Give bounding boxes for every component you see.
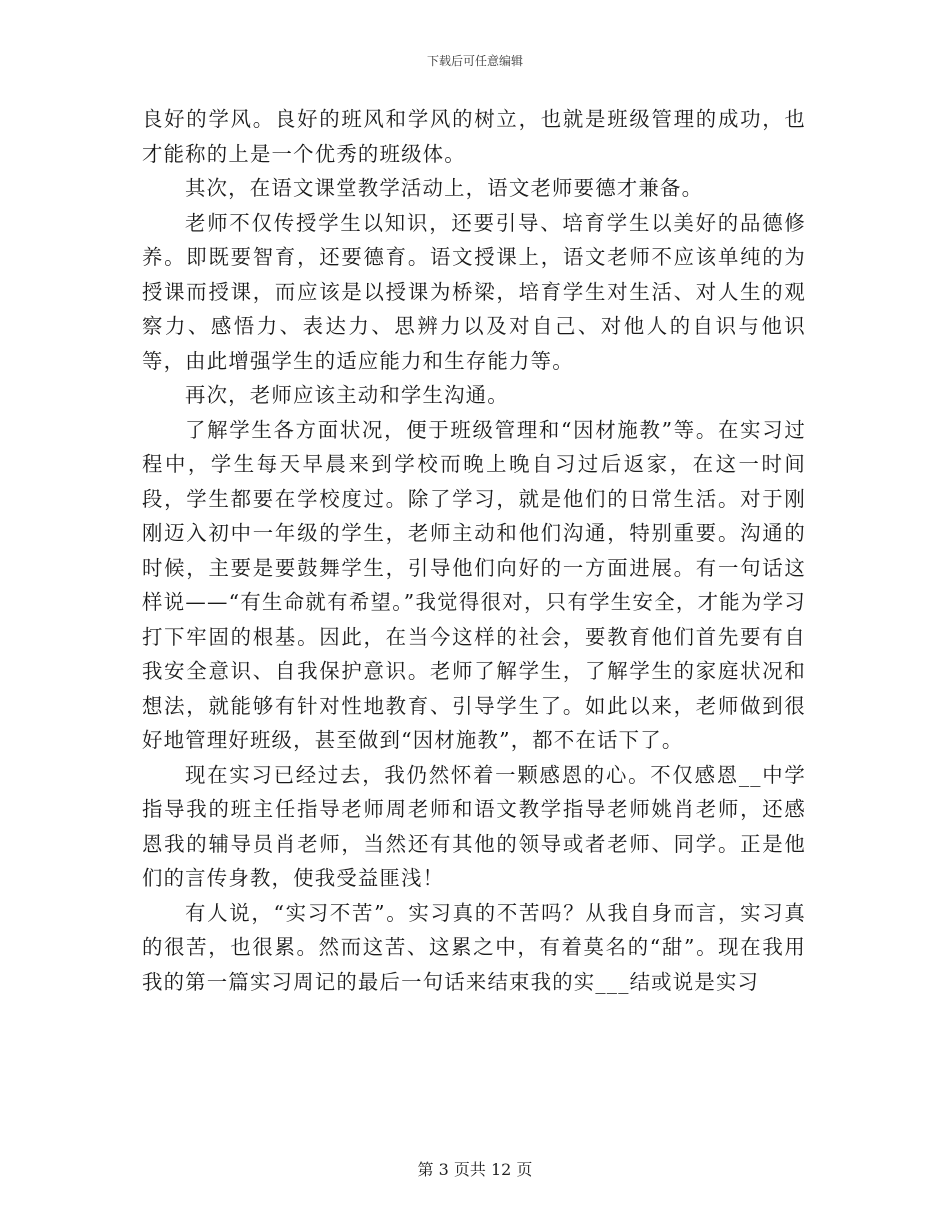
paragraph: 现在实习已经过去，我仍然怀着一颗感恩的心。不仅感恩__中学指导我的班主任指导老师周老师和语文教学指导老师姚肖老师，还感恩我的辅导员肖老师，当然还有其他的领导或者老师、同学。正是他们的言传身教，使我受益匪浅！	[142, 762, 806, 890]
paragraph: 了解学生各方面状况，便于班级管理和“因材施教”等。在实习过程中，学生每天早晨来到学校而晚上晚自习过后返家，在这一时间段，学生都要在学校度过。除了学习，就是他们的日常生活。对于刚刚迈入初中一年级的学生，老师主动和他们沟通，特别重要。沟通的时候，主要是要鼓舞学生，引导他们向好的一方面进展。有一句话这样说——“有生命就有希望。”我觉得很对，只有学生安全，才能为学习打下牢固的根基。因此，在当今这样的社会，要教育他们首先要有自我安全意识、自我保护意识。老师了解学生，了解学生的家庭状况和想法，就能够有针对性地教育、引导学生了。如此以来，老师做到很好地管理好班级，甚至做到“因材施教”，都不在话下了。	[142, 417, 806, 752]
paragraph: 老师不仅传授学生以知识，还要引导、培育学生以美好的品德修养。即既要智育，还要德育。语文授课上，语文老师不应该单纯的为授课而授课，而应该是以授课为桥梁，培育学生对生活、对人生的观察力、感悟力、表达力、思辨力以及对自己、对他人的自识与他识等，由此增强学生的适应能力和生存能力等。	[142, 210, 806, 373]
page-footer: 第 3 页共 12 页	[417, 1160, 533, 1179]
document-body	[142, 102, 806, 999]
page-header: 下载后可任意编辑	[426, 54, 523, 68]
paragraph: 再次，老师应该主动和学生沟通。	[185, 383, 509, 407]
paragraph: 有人说，“实习不苦”。实习真的不苦吗？从我自身而言，实习真的很苦，也很累。然而这苦、这累之中，有着莫名的“甜”。现在我用我的第一篇实习周记的最后一句话来结束我的实___结或说是实习	[142, 900, 806, 994]
paragraph: 良好的学风。良好的班风和学风的树立，也就是班级管理的成功，也才能称的上是一个优秀的班级体。	[142, 107, 806, 166]
paragraph: 其次，在语文课堂教学活动上，语文老师要德才兼备。	[185, 176, 704, 200]
